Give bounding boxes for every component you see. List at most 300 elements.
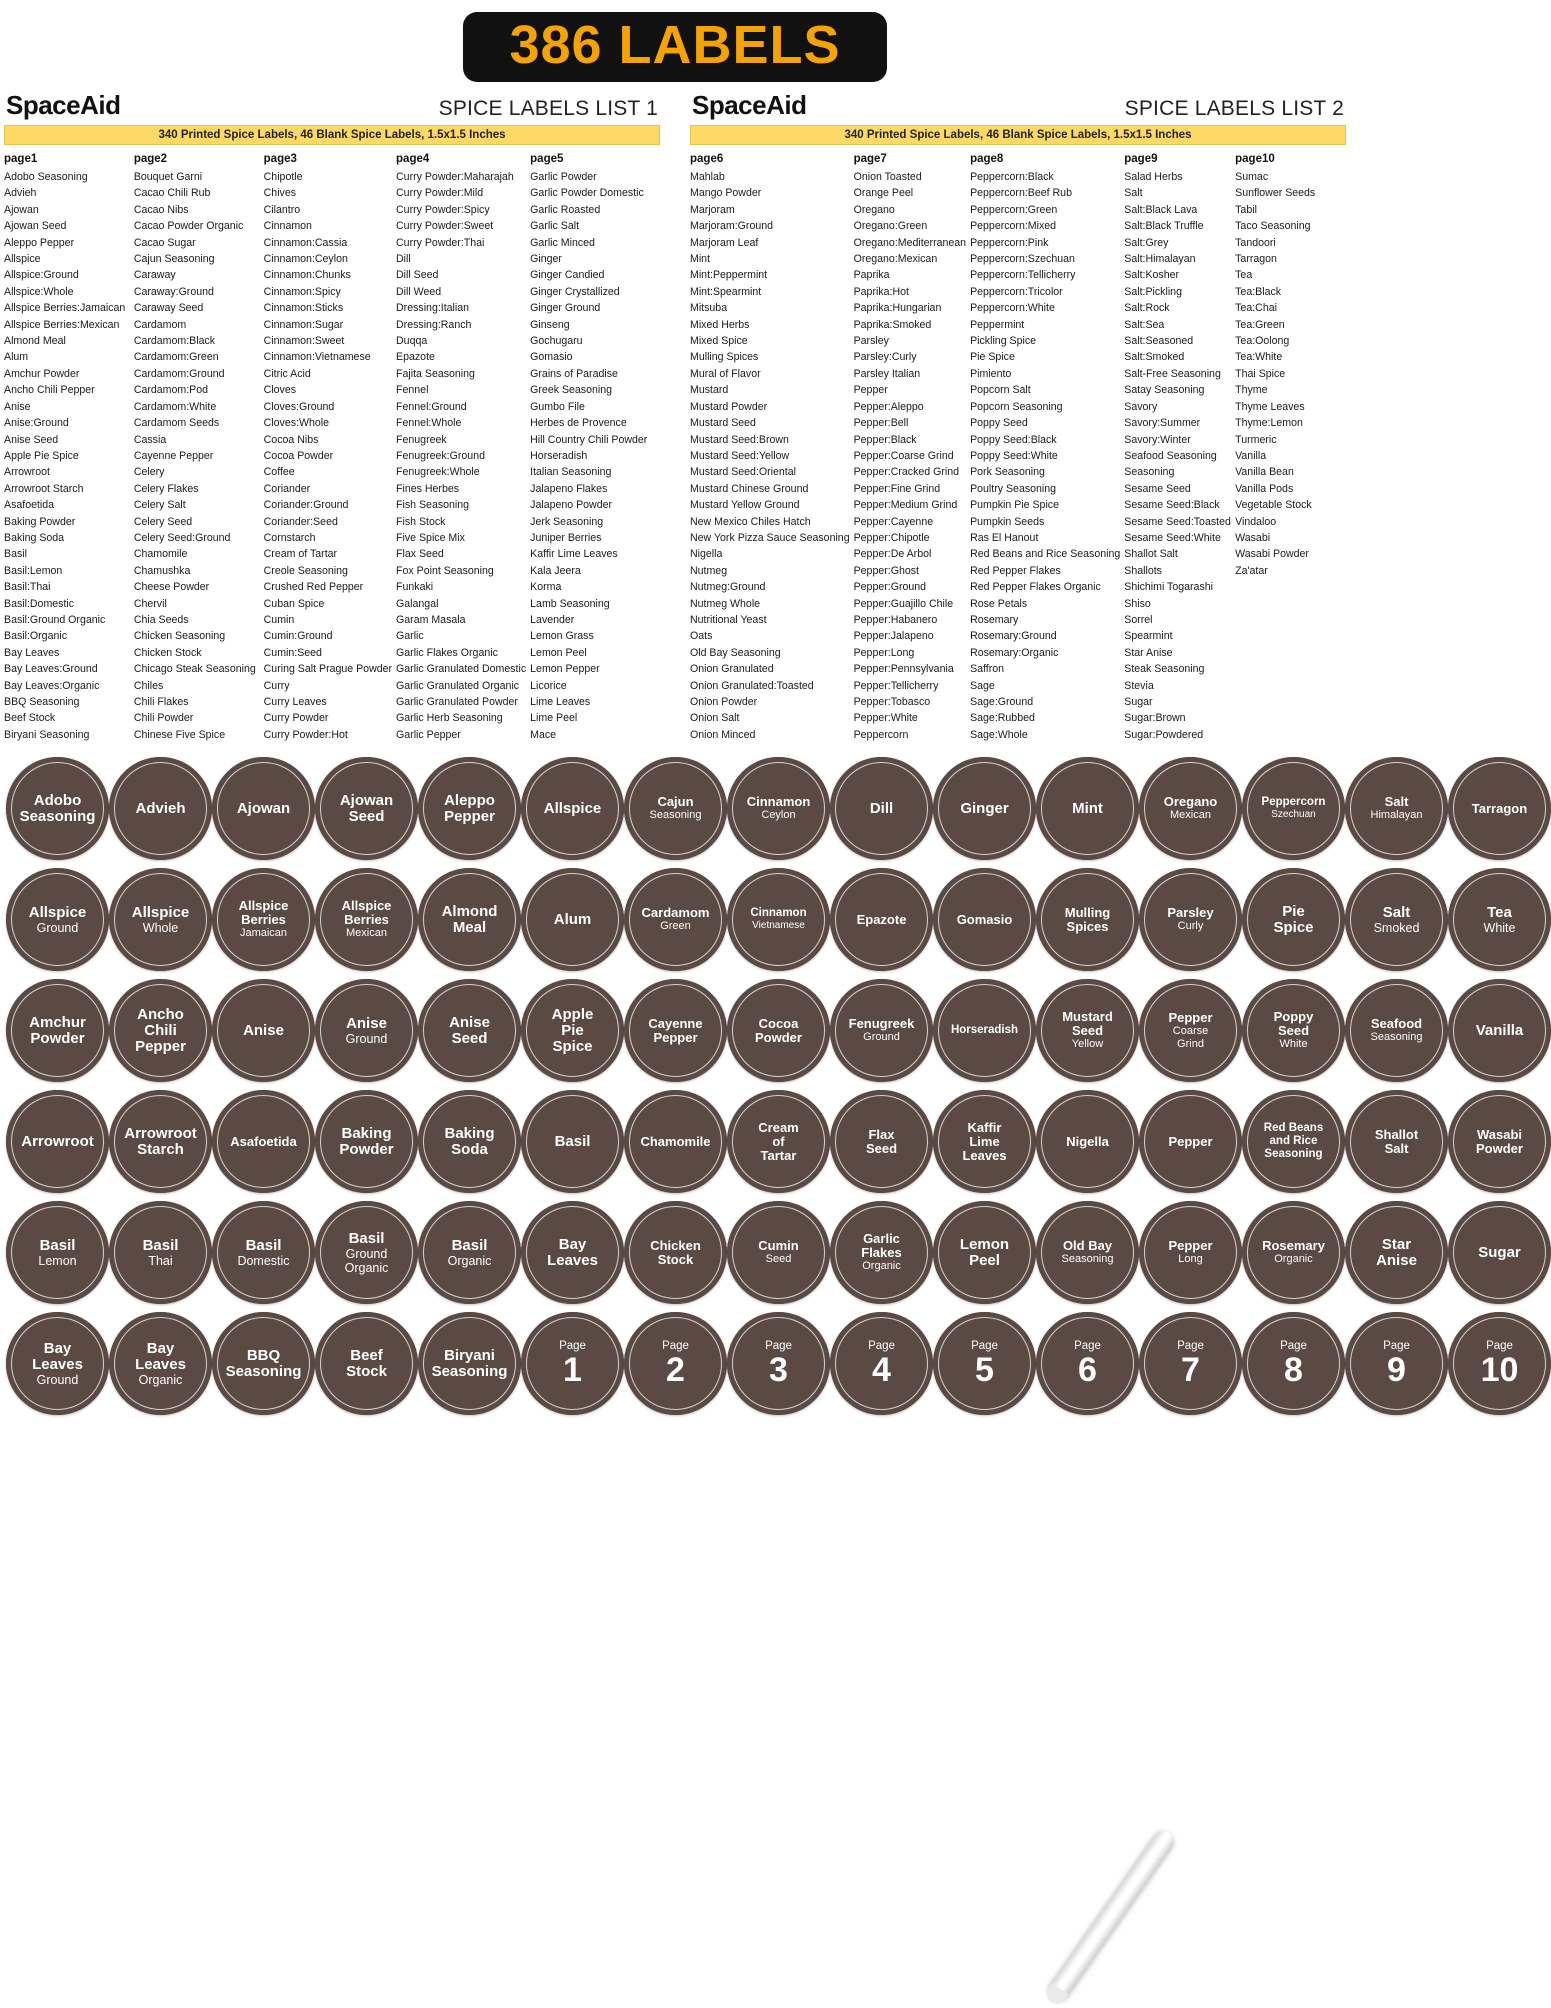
list-item: Lime Leaves [530, 696, 591, 708]
sticker-line-2: Soda [451, 1140, 488, 1158]
sticker-pepper-long[interactable] [1139, 1201, 1242, 1304]
banner-pill [463, 12, 886, 82]
sticker-asafoetida[interactable] [212, 1090, 315, 1193]
list-item: Chicago Steak Seasoning [133, 663, 256, 676]
sticker-baking-soda[interactable] [418, 1090, 521, 1193]
sticker-cardamom-green[interactable] [624, 868, 727, 971]
sticker-basil[interactable] [521, 1090, 624, 1193]
sticker-page-6[interactable] [1036, 1312, 1139, 1415]
list-item: Saffron [970, 663, 1005, 676]
list-item: Curry Powder:Sweet [396, 220, 494, 233]
sticker-line-1: Dill [869, 799, 894, 817]
list-item: Almond Meal [4, 335, 66, 348]
sticker-mustard-seed-yellow[interactable] [1036, 979, 1139, 1082]
list-item: Basil [4, 548, 27, 561]
page-number: 9 [1387, 1351, 1406, 1390]
list-item: Tea:Green [1235, 318, 1285, 331]
sticker-page-9[interactable] [1345, 1312, 1448, 1415]
page-label: Page [868, 1340, 895, 1353]
sticker-line-1: Basil [554, 1132, 591, 1150]
sticker-line-1: Old Bay [1062, 1238, 1113, 1254]
sticker-fenugreek-ground[interactable] [830, 979, 933, 1082]
label-list [1235, 169, 1342, 579]
sticker-line-2: Leaves [32, 1355, 83, 1373]
sticker-line-1: Allspice [131, 903, 190, 921]
sticker-beef-stock[interactable] [315, 1312, 418, 1415]
sticker-chamomile[interactable] [624, 1090, 727, 1193]
list-item: Tarragon [1235, 253, 1277, 266]
page-number: 3 [769, 1351, 788, 1390]
list-item: Celery Flakes [133, 482, 199, 495]
sticker-line-1: Basil [142, 1236, 179, 1254]
page-label: Page [1486, 1340, 1513, 1353]
sticker-allspice-whole[interactable] [109, 868, 212, 971]
sticker-page-7[interactable] [1139, 1312, 1242, 1415]
sheet-title-1: SPICE LABELS LIST 1 [438, 97, 658, 120]
column-page1 [4, 153, 134, 743]
sticker-bay-leaves-ground[interactable] [6, 1312, 109, 1415]
list-item: Tea [1235, 269, 1253, 282]
list-item: Pepper:Bell [853, 417, 909, 430]
sheet-columns-2 [690, 153, 1346, 743]
list-item: Pumpkin Pie Spice [970, 499, 1059, 512]
sticker-line-1: Adobo [33, 791, 82, 809]
sticker-line-1: Pepper [1168, 1133, 1213, 1149]
sticker-star-anise[interactable] [1345, 1201, 1448, 1304]
list-item: Peppercorn:White [970, 302, 1055, 315]
sticker-mint[interactable] [1036, 757, 1139, 860]
sticker-line-3: Jamaican [239, 927, 288, 940]
column-page5 [530, 153, 660, 743]
list-item: Popcorn Salt [970, 384, 1031, 397]
sticker-almond-meal[interactable] [418, 868, 521, 971]
list-item: Ginger Candied [530, 269, 605, 282]
sticker-parsley-curly[interactable] [1139, 868, 1242, 971]
sticker-adobo-seasoning[interactable] [6, 757, 109, 860]
list-item: Cinnamon [263, 220, 312, 233]
list-item: Galangal [396, 597, 439, 610]
list-item: Sumac [1235, 171, 1269, 183]
sticker-line-1: Ajowan [339, 791, 394, 809]
list-item: Sesame Seed:White [1124, 531, 1221, 544]
list-item: Ginger Crystallized [530, 285, 620, 298]
list-item: Caraway [133, 269, 176, 282]
sticker-line-1: Allspice [238, 898, 289, 914]
list-item: Peppercorn:Mixed [970, 220, 1057, 233]
sticker-anise[interactable] [212, 979, 315, 1082]
sticker-basil-ground-organic[interactable] [315, 1201, 418, 1304]
list-item: Curry Powder [263, 712, 329, 725]
list-item: Cinnamon:Sticks [263, 302, 344, 315]
sticker-line-2: Seed [765, 1253, 792, 1266]
list-item: Vindaloo [1235, 515, 1277, 528]
sticker-page-3[interactable] [727, 1312, 830, 1415]
sticker-pepper-coarse-grind[interactable] [1139, 979, 1242, 1082]
list-item: Salt:Sea [1124, 318, 1165, 331]
list-item: Dill Weed [396, 285, 442, 298]
sticker-line-1: Anise [243, 1021, 284, 1039]
sticker-sugar[interactable] [1448, 1201, 1551, 1304]
sticker-page-1[interactable] [521, 1312, 624, 1415]
list-item: Mahlab [690, 171, 725, 183]
sticker-salt-himalayan[interactable] [1345, 757, 1448, 860]
list-item: Thyme Leaves [1235, 400, 1305, 413]
sticker-line-1: Mint [1072, 799, 1103, 817]
sticker-amchur-powder[interactable] [6, 979, 109, 1082]
list-item: Cheese Powder [133, 581, 210, 594]
list-item: Dill [396, 253, 411, 266]
list-item: Cilantro [263, 203, 301, 216]
sticker-arrowroot-starch[interactable] [109, 1090, 212, 1193]
list-item: Wasabi [1235, 531, 1271, 544]
page-label: Page [559, 1340, 586, 1353]
sticker-page-5[interactable] [933, 1312, 1036, 1415]
list-item: Salt:Pickling [1124, 285, 1182, 298]
sticker-cream-of-tartar[interactable] [727, 1090, 830, 1193]
sticker-allspice-berries-jamaican[interactable] [212, 868, 315, 971]
list-item: Horseradish [530, 449, 588, 462]
page-label: Page [1074, 1340, 1101, 1353]
sticker-anise-ground[interactable] [315, 979, 418, 1082]
sticker-line-2: Spice [1273, 918, 1314, 936]
list-item: Tandoori [1235, 236, 1276, 249]
sticker-line-1: Lemon [959, 1235, 1010, 1253]
list-item: Fennel:Ground [396, 400, 467, 413]
list-item: Red Pepper Flakes Organic [970, 581, 1101, 594]
list-item: Cornstarch [263, 531, 316, 544]
label-list [690, 169, 850, 743]
list-item: Cumin [263, 613, 295, 626]
list-item: Mitsuba [690, 302, 728, 315]
sticker-bay-leaves[interactable] [521, 1201, 624, 1304]
list-item: Pepper:Tobasco [853, 696, 931, 708]
list-item: Chipotle [263, 171, 303, 183]
list-item: Cacao Chili Rub [133, 187, 211, 200]
sticker-cinnamon-ceylon[interactable] [727, 757, 830, 860]
list-item: Mustard Yellow Ground [690, 499, 800, 512]
sticker-basil-domestic[interactable] [212, 1201, 315, 1304]
sticker-cocoa-powder[interactable] [727, 979, 830, 1082]
list-item: Coriander [263, 482, 311, 495]
sticker-line-1: Peppercorn [1261, 796, 1326, 809]
list-item: Allspice Berries:Mexican [4, 318, 120, 331]
sticker-horseradish[interactable] [933, 979, 1036, 1082]
list-item: Mango Powder [690, 187, 762, 200]
label-list [396, 169, 526, 743]
sticker-shallot-salt[interactable] [1345, 1090, 1448, 1193]
sticker-basil-lemon[interactable] [6, 1201, 109, 1304]
list-item: Paprika [853, 269, 890, 282]
list-item: Salad Herbs [1124, 171, 1183, 183]
sticker-line-2: Ground [36, 920, 79, 935]
sticker-line-2: Pepper [653, 1029, 698, 1045]
sticker-lemon-peel[interactable] [933, 1201, 1036, 1304]
column-page4 [396, 153, 530, 743]
sticker-line-1: Mustard [1062, 1009, 1113, 1025]
list-item: Cinnamon:Chunks [263, 269, 351, 282]
sticker-wasabi-powder[interactable] [1448, 1090, 1551, 1193]
list-item: Curry Powder:Maharajah [396, 171, 514, 183]
sticker-line-1: Bay [558, 1235, 587, 1253]
list-item: Fox Point Seasoning [396, 564, 494, 577]
list-item: Pie Spice [970, 351, 1015, 364]
column-page7 [854, 153, 970, 743]
sticker-cinnamon-vietnamese[interactable] [727, 868, 830, 971]
list-item: Chicken Seasoning [133, 630, 226, 643]
list-item: Onion Granulated [690, 663, 774, 676]
list-item: Mustard Seed [690, 417, 756, 430]
list-item: Lemon Grass [530, 630, 594, 643]
sticker-page-2[interactable] [624, 1312, 727, 1415]
sticker-pie-spice[interactable] [1242, 868, 1345, 971]
sticker-basil-organic[interactable] [418, 1201, 521, 1304]
list-item: Garlic Minced [530, 236, 595, 249]
sticker-ajowan[interactable] [212, 757, 315, 860]
sticker-tea-white[interactable] [1448, 868, 1551, 971]
column-head: page10 [1235, 153, 1275, 165]
list-item: Peppercorn:Tricolor [970, 285, 1063, 298]
sticker-gomasio[interactable] [933, 868, 1036, 971]
list-item: Za'atar [1235, 564, 1268, 577]
sticker-line-1: Basil [39, 1236, 76, 1254]
list-item: Baking Soda [4, 531, 65, 544]
column-head: page7 [853, 153, 887, 165]
list-item: Pepper:Chipotle [853, 531, 930, 544]
list-item: Licorice [530, 679, 567, 692]
sticker-old-bay-seasoning[interactable] [1036, 1201, 1139, 1304]
list-item: Jerk Seasoning [530, 515, 604, 528]
marker-pen [1046, 1828, 1177, 2003]
list-item: Beef Stock [4, 712, 56, 725]
page-number: 10 [1480, 1351, 1519, 1390]
sticker-alum[interactable] [521, 868, 624, 971]
sticker-ajowan-seed[interactable] [315, 757, 418, 860]
list-item: Allspice Berries:Jamaican [4, 302, 126, 315]
sticker-bay-leaves-organic[interactable] [109, 1312, 212, 1415]
sticker-ancho-chili-pepper[interactable] [109, 979, 212, 1082]
sticker-page-10[interactable] [1448, 1312, 1551, 1415]
sticker-vanilla[interactable] [1448, 979, 1551, 1082]
list-item: Aleppo Pepper [4, 236, 75, 249]
sticker-pepper[interactable] [1139, 1090, 1242, 1193]
list-item: Sesame Seed:Toasted [1124, 515, 1231, 528]
list-item: Cinnamon:Sugar [263, 318, 344, 331]
list-item: Onion Powder [690, 696, 758, 708]
list-item: Celery Salt [133, 499, 186, 512]
list-item: Paprika:Smoked [853, 318, 932, 331]
list-item: Onion Minced [690, 728, 756, 741]
list-item: Mustard [690, 384, 729, 397]
list-item: Peppercorn:Green [970, 203, 1058, 216]
sticker-baking-powder[interactable] [315, 1090, 418, 1193]
sticker-kaffir-lime-leaves[interactable] [933, 1090, 1036, 1193]
sticker-line-1: BBQ [246, 1346, 281, 1364]
list-item: Rosemary:Organic [970, 646, 1059, 659]
sticker-line-2: Organic [1274, 1253, 1313, 1266]
list-item: Flax Seed [396, 548, 444, 561]
column-head: page6 [690, 153, 724, 165]
list-item: Celery Seed [133, 515, 193, 528]
sticker-cumin-seed[interactable] [727, 1201, 830, 1304]
column-head: page8 [970, 153, 1004, 165]
list-item: Satay Seasoning [1124, 384, 1205, 397]
sticker-apple-pie-spice[interactable] [521, 979, 624, 1082]
sticker-allspice[interactable] [521, 757, 624, 860]
list-item: Cinnamon:Spicy [263, 285, 341, 298]
list-item: Salt:Himalayan [1124, 253, 1196, 266]
list-item: Lime Peel [530, 712, 578, 725]
sticker-ginger[interactable] [933, 757, 1036, 860]
list-item: Pepper:Black [853, 433, 917, 446]
sticker-poppy-seed-white[interactable] [1242, 979, 1345, 1082]
sticker-line-2: Starch [137, 1140, 184, 1158]
sticker-line-2: Pie [561, 1021, 584, 1039]
list-item: Coriander:Ground [263, 499, 349, 512]
list-item: Italian Seasoning [530, 466, 612, 479]
list-item: Chinese Five Spice [133, 728, 226, 741]
sticker-line-2: Leaves [135, 1355, 186, 1373]
list-item: BBQ Seasoning [4, 696, 80, 708]
list-item: Red Beans and Rice Seasoning [970, 548, 1121, 561]
list-item: Garlic Granulated Powder [396, 696, 518, 708]
sticker-epazote[interactable] [830, 868, 933, 971]
list-item: Basil:Organic [4, 630, 67, 643]
sticker-flax-seed[interactable] [830, 1090, 933, 1193]
list-item: Old Bay Seasoning [690, 646, 781, 659]
list-item: Pumpkin Seeds [970, 515, 1045, 528]
list-item: Paprika:Hungarian [853, 302, 942, 315]
list-item: Bay Leaves [4, 646, 60, 659]
brand-logo-2: SpaceAid [692, 90, 807, 120]
sticker-line-1: Arrowroot [21, 1132, 94, 1150]
sticker-basil-thai[interactable] [109, 1201, 212, 1304]
list-item: Sugar [1124, 696, 1153, 708]
sticker-line-1: Sugar [1478, 1243, 1521, 1261]
list-item: Chicken Stock [133, 646, 202, 659]
sticker-biryani-seasoning[interactable] [418, 1312, 521, 1415]
sticker-allspice-berries-mexican[interactable] [315, 868, 418, 971]
sticker-allspice-ground[interactable] [6, 868, 109, 971]
sticker-line-1: Nigella [1066, 1133, 1109, 1149]
page-label: Page [1383, 1340, 1410, 1353]
list-item: Oregano:Green [853, 220, 928, 233]
sticker-line-2: Ground [345, 1246, 388, 1261]
column-head: page5 [530, 153, 564, 165]
list-item: Fennel:Whole [396, 417, 462, 430]
sticker-advieh[interactable] [109, 757, 212, 860]
sticker-line-3: Pepper [135, 1037, 186, 1055]
list-item: Pepper:Aleppo [853, 400, 924, 413]
list-item: Basil:Ground Organic [4, 613, 106, 626]
column-page10 [1235, 153, 1346, 743]
list-item: Mustard Chinese Ground [690, 482, 809, 495]
sticker-red-beans-and-rice-seasoning[interactable] [1242, 1090, 1345, 1193]
list-item: Ras El Hanout [970, 531, 1039, 544]
list-item: Poppy Seed:White [970, 449, 1058, 462]
list-item: Salt:Seasoned [1124, 335, 1194, 348]
sticker-cajun-seasoning[interactable] [624, 757, 727, 860]
sticker-line-3: Ground [36, 1372, 79, 1387]
sticker-arrowroot[interactable] [6, 1090, 109, 1193]
sticker-line-2: Seed [348, 807, 385, 825]
sticker-dill[interactable] [830, 757, 933, 860]
list-item: Poppy Seed [970, 417, 1028, 430]
sticker-line-2: Lemon [38, 1253, 77, 1268]
list-item: Anise:Ground [4, 417, 69, 430]
sticker-seafood-seasoning[interactable] [1345, 979, 1448, 1082]
sticker-line-1: Garlic [863, 1231, 900, 1247]
list-item: Pepper:Pennsylvania [853, 663, 954, 676]
sticker-line-1: Arrowroot [124, 1124, 197, 1142]
label-list [854, 169, 966, 743]
list-item: Hill Country Chili Powder [530, 433, 648, 446]
list-item: Cinnamon:Ceylon [263, 253, 348, 266]
list-item: Dill Seed [396, 269, 439, 282]
sticker-page-4[interactable] [830, 1312, 933, 1415]
sticker-line-1: Biryani [444, 1346, 495, 1364]
list-item: Garlic Powder [530, 171, 597, 183]
list-item: Biryani Seasoning [4, 728, 90, 741]
sticker-cayenne-pepper[interactable] [624, 979, 727, 1082]
list-item: New Mexico Chiles Hatch [690, 515, 811, 528]
label-list [264, 169, 392, 743]
sticker-line-2: Peel [969, 1251, 1000, 1269]
sticker-line-2: Thai [148, 1253, 173, 1268]
sticker-chicken-stock[interactable] [624, 1201, 727, 1304]
sheet-header-1 [4, 90, 660, 125]
sticker-mulling-spices[interactable] [1036, 868, 1139, 971]
sticker-line-2: Seasoning [649, 809, 702, 822]
list-item: Mustard Powder [690, 400, 768, 413]
sticker-rosemary-organic[interactable] [1242, 1201, 1345, 1304]
list-item: Grains of Paradise [530, 367, 618, 380]
sticker-line-2: Long [1178, 1253, 1203, 1266]
sticker-line-1: Cayenne [648, 1015, 703, 1031]
list-item: Peppercorn:Beef Rub [970, 187, 1072, 200]
list-item: Ajowan [4, 203, 39, 216]
sticker-anise-seed[interactable] [418, 979, 521, 1082]
list-item: Mint [690, 253, 711, 266]
list-item: Coriander:Seed [263, 515, 338, 528]
sticker-line-2: Szechuan [1271, 809, 1316, 821]
sticker-oregano-mexican[interactable] [1139, 757, 1242, 860]
sticker-garlic-flakes-organic[interactable] [830, 1201, 933, 1304]
list-item: Caraway:Ground [133, 285, 214, 298]
sticker-page-8[interactable] [1242, 1312, 1345, 1415]
list-item: Onion Salt [690, 712, 740, 725]
sticker-bbq-seasoning[interactable] [212, 1312, 315, 1415]
sticker-line-2: Berries [344, 912, 389, 928]
sticker-aleppo-pepper[interactable] [418, 757, 521, 860]
sticker-peppercorn-szechuan[interactable] [1242, 757, 1345, 860]
sticker-line-2: Leaves [547, 1251, 598, 1269]
list-item: Onion Toasted [853, 171, 922, 183]
list-item: Pepper:White [853, 712, 918, 725]
list-item: Fines Herbes [396, 482, 460, 495]
list-item: Shallot Salt [1124, 548, 1178, 561]
sticker-tarragon[interactable] [1448, 757, 1551, 860]
sticker-line-3: Spice [552, 1037, 593, 1055]
sticker-line-3: Organic [862, 1260, 901, 1273]
sticker-nigella[interactable] [1036, 1090, 1139, 1193]
list-item: Jalapeno Flakes [530, 482, 608, 495]
list-item: Shichimi Togarashi [1124, 581, 1213, 594]
sticker-line-1: Baking [444, 1124, 495, 1142]
list-item: Pimiento [970, 367, 1012, 380]
list-item: Cinnamon:Vietnamese [263, 351, 371, 364]
list-item: Poppy Seed:Black [970, 433, 1057, 446]
sticker-salt-smoked[interactable] [1345, 868, 1448, 971]
